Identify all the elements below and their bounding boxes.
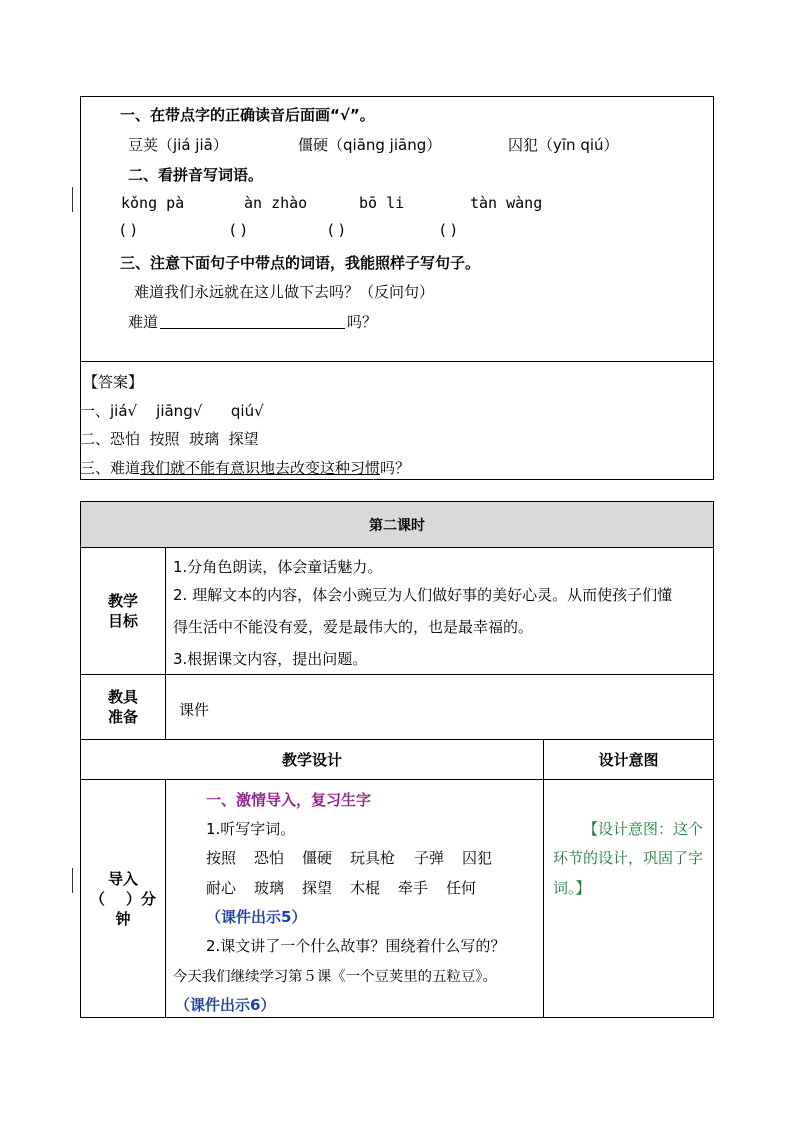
row-divider-2 <box>80 674 714 675</box>
section-title: 一、激情导入，复习生字 <box>206 791 372 809</box>
q2-pinyin-4: tàn wàng <box>470 194 543 212</box>
answer-line-2: 二、恐怕 按照 玻璃 探望 <box>80 430 259 448</box>
q3-title: 三、注意下面句子中带点的词语，我能照样子写句子。 <box>120 254 481 272</box>
intro-label-1: 导入 <box>107 870 138 888</box>
row-divider-3 <box>80 739 714 740</box>
answer-line-1: 一、jiá√ jiāng√ qiú√ <box>80 402 264 420</box>
word-row2-1: 耐心 <box>206 879 237 897</box>
q3-example: 难道我们永远就在这儿做下去吗？（反问句） <box>134 283 435 301</box>
q2-blank-2[interactable]: ( ) <box>230 221 247 239</box>
step-1: 1.听写字词。 <box>206 820 296 838</box>
intent-line-2: 环节的设计，巩固了字 <box>553 849 704 867</box>
answer-line-3-underlined: 我们就不能有意识地去改变这种习惯 <box>140 459 381 477</box>
q1-item-prisoner: 囚犯（yīn qiú） <box>508 136 619 154</box>
q2-blank-1[interactable]: ( ) <box>120 221 137 239</box>
q3-answer-line[interactable] <box>160 328 345 329</box>
answer-line-3 <box>80 457 410 478</box>
word-row1-6: 囚犯 <box>462 849 493 867</box>
word-row1-4: 玩具枪 <box>350 849 396 867</box>
goal-3: 3.根据课文内容，提出问题。 <box>173 650 368 668</box>
q2-title: 二、看拼音写词语。 <box>128 166 264 184</box>
word-row1-5: 子弹 <box>414 849 445 867</box>
intent-line-3: 词。】 <box>553 879 591 897</box>
word-row1-3: 僵硬 <box>302 849 333 867</box>
intro-label-2: （ ）分 <box>90 890 156 908</box>
text-cursor-2 <box>72 868 73 893</box>
col-divider-left-upper <box>165 547 166 739</box>
q2-blank-4[interactable]: ( ) <box>440 221 457 239</box>
word-row1-2: 恐怕 <box>254 849 285 867</box>
q2-blank-3[interactable]: ( ) <box>328 221 345 239</box>
design-header: 教学设计 <box>281 751 342 769</box>
step-2-line-1: 2.课文讲了一个什么故事？围绕着什么写的？ <box>206 937 506 955</box>
intent-header: 设计意图 <box>598 751 659 769</box>
answer-line-3-suffix: 吗？ <box>380 459 411 477</box>
row-divider-4 <box>80 779 714 780</box>
intent-line-1: 【设计意图：这个 <box>583 820 704 838</box>
col-divider-left-lower <box>165 779 166 1018</box>
word-row2-4: 木棍 <box>350 879 381 897</box>
prep-label-1: 教具 <box>107 688 138 706</box>
exercise-divider <box>80 361 714 362</box>
word-row2-3: 探望 <box>302 879 333 897</box>
q3-prefix: 难道 <box>128 313 159 331</box>
courseware-note-1: （课件出示5） <box>206 908 307 926</box>
courseware-note-2: （课件出示6） <box>175 996 276 1014</box>
step-2-line-2: 今天我们继续学习第５课《一个豆荚里的五粒豆》。 <box>173 969 497 985</box>
q2-pinyin-1: kǒng pà <box>121 194 185 212</box>
text-cursor <box>72 187 73 212</box>
word-row2-2: 玻璃 <box>254 879 285 897</box>
word-row2-5: 牵手 <box>398 879 429 897</box>
col-divider-right <box>543 739 544 1018</box>
q2-pinyin-2: àn zhào <box>244 194 308 212</box>
word-row1-1: 按照 <box>206 849 237 867</box>
q1-item-pod: 豆荚（jiá jiā） <box>128 136 228 154</box>
goal-2-cont: 得生活中不能没有爱，爱是最伟大的，也是最幸福的。 <box>173 618 534 636</box>
q2-pinyin-3: bō li <box>359 194 405 212</box>
word-row2-6: 任何 <box>446 879 477 897</box>
answer-line-3-prefix: 三、难道 <box>80 459 141 477</box>
q1-item-stiff: 僵硬（qiāng jiāng） <box>298 136 442 154</box>
prep-value: 课件 <box>179 701 210 719</box>
goal-1: 1.分角色朗读，体会童话魅力。 <box>173 558 383 576</box>
answer-header: 【答案】 <box>83 373 144 391</box>
lesson-title: 第二课时 <box>369 518 425 534</box>
q1-title: 一、在带点字的正确读音后面画“√”。 <box>120 106 375 124</box>
q3-suffix: 吗？ <box>347 313 378 331</box>
row-divider-1 <box>80 547 714 548</box>
goal-label-2: 目标 <box>107 612 138 630</box>
prep-label-2: 准备 <box>107 708 138 726</box>
goal-label-1: 教学 <box>107 592 138 610</box>
intro-label-3: 钟 <box>115 910 131 928</box>
goal-2: 2. 理解文本的内容，体会小豌豆为人们做好事的美好心灵。从而使孩子们懂 <box>173 586 673 604</box>
